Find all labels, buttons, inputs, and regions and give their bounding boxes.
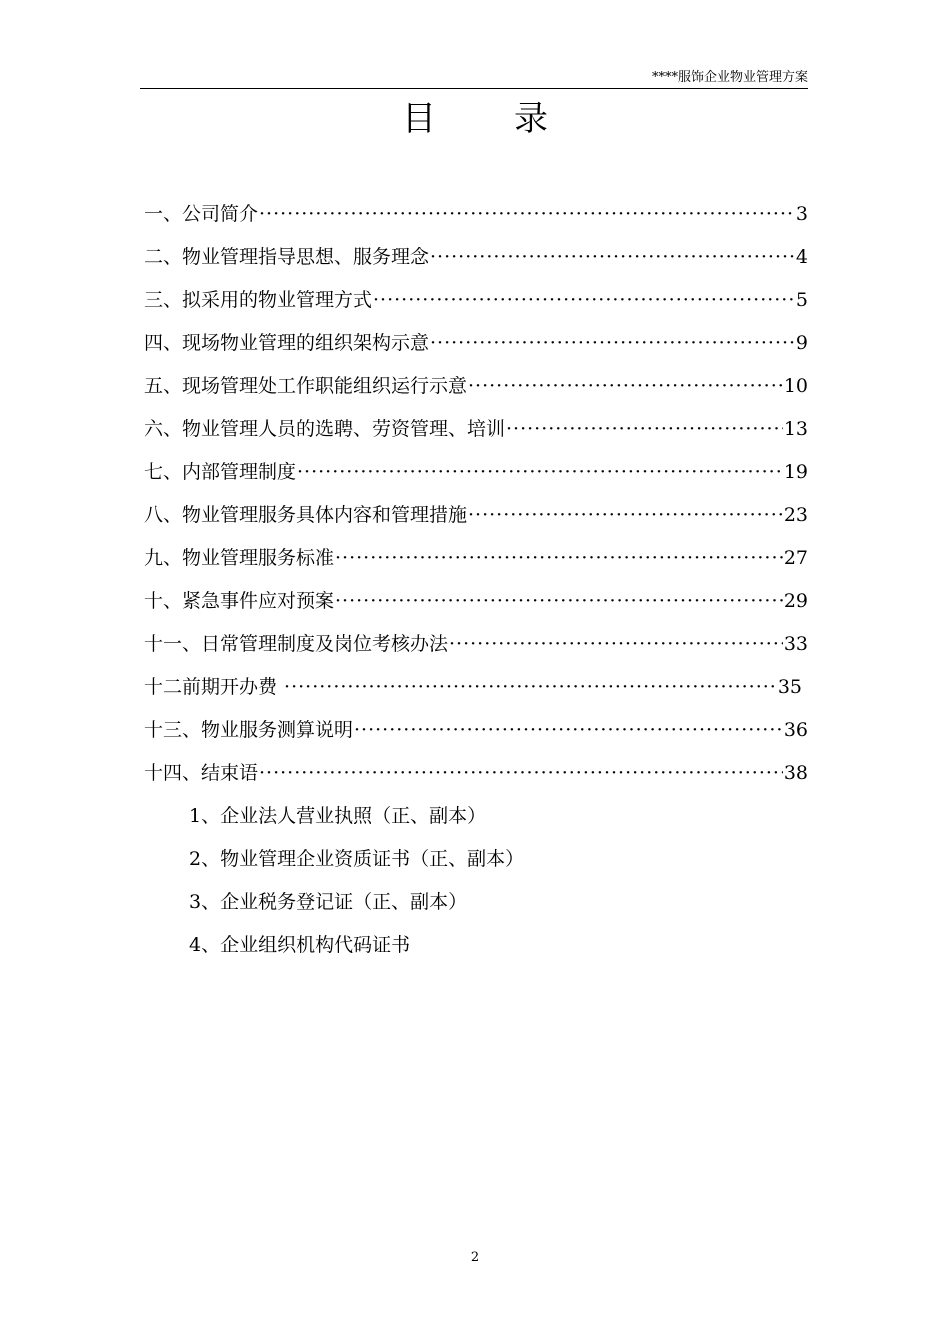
toc-entry-cost-estimate[interactable] bbox=[144, 715, 808, 758]
toc-entry-conclusion[interactable] bbox=[144, 758, 808, 801]
attachment-business-license[interactable]: 1、企业法人营业执照（正、副本） bbox=[189, 805, 487, 827]
toc-entry-page: 9 bbox=[795, 332, 808, 354]
toc-entry-management-method[interactable] bbox=[144, 285, 808, 328]
toc-entry-service-standards[interactable] bbox=[144, 543, 808, 586]
toc-entry-page: 29 bbox=[783, 590, 808, 612]
toc-entry-startup-costs[interactable] bbox=[144, 672, 808, 715]
running-header: ****服饰企业物业管理方案 bbox=[651, 70, 808, 85]
page-number: 2 bbox=[470, 1250, 480, 1265]
toc-entry-page: 33 bbox=[783, 633, 808, 655]
toc-entry-staffing-training[interactable] bbox=[144, 414, 808, 457]
toc-entry-page: 3 bbox=[795, 203, 808, 225]
dot-leader bbox=[354, 715, 783, 745]
dot-leader bbox=[335, 586, 783, 616]
toc-entry-page: 4 bbox=[795, 246, 808, 268]
dot-leader bbox=[297, 457, 783, 487]
toc-entry-page: 38 bbox=[783, 762, 808, 784]
toc-entry-label: 四、现场物业管理的组织架构示意 bbox=[144, 332, 430, 354]
toc-entry-emergency-plan[interactable] bbox=[144, 586, 808, 629]
toc-entry-label: 五、现场管理处工作职能组织运行示意 bbox=[144, 375, 468, 397]
toc-entry-internal-rules[interactable] bbox=[144, 457, 808, 500]
toc-entry-page: 35 bbox=[777, 676, 802, 698]
toc-entry-company-profile[interactable] bbox=[144, 199, 808, 242]
toc-title-char-2: 录 bbox=[514, 99, 548, 139]
toc-entry-label: 六、物业管理人员的选聘、劳资管理、培训 bbox=[144, 418, 506, 440]
toc-title bbox=[0, 96, 950, 142]
toc-entry-label: 一、公司简介 bbox=[144, 203, 259, 225]
dot-leader bbox=[468, 500, 783, 530]
toc-entry-page: 19 bbox=[783, 461, 808, 483]
toc-entry-daily-rules[interactable] bbox=[144, 629, 808, 672]
toc-entry-label: 八、物业管理服务具体内容和管理措施 bbox=[144, 504, 468, 526]
dot-leader bbox=[430, 328, 795, 358]
dot-leader bbox=[430, 242, 795, 272]
toc-entry-label: 十一、日常管理制度及岗位考核办法 bbox=[144, 633, 449, 655]
dot-leader bbox=[259, 199, 795, 229]
toc-title-char-1: 目 bbox=[402, 99, 436, 139]
toc-entry-page: 23 bbox=[783, 504, 808, 526]
toc-entry-org-structure[interactable] bbox=[144, 328, 808, 371]
toc-entry-page: 36 bbox=[783, 719, 808, 741]
toc-entry-page: 27 bbox=[783, 547, 808, 569]
toc-entry-office-functions[interactable] bbox=[144, 371, 808, 414]
dot-leader bbox=[259, 758, 783, 788]
toc-entry-label: 十、紧急事件应对预案 bbox=[144, 590, 335, 612]
toc-entry-page: 10 bbox=[783, 375, 808, 397]
toc-entry-label: 十四、结束语 bbox=[144, 762, 259, 784]
dot-leader bbox=[468, 371, 783, 401]
toc-entry-label: 三、拟采用的物业管理方式 bbox=[144, 289, 373, 311]
attachment-organization-code[interactable]: 4、企业组织机构代码证书 bbox=[189, 934, 411, 956]
toc-entry-guiding-philosophy[interactable] bbox=[144, 242, 808, 285]
toc-entry-label: 七、内部管理制度 bbox=[144, 461, 297, 483]
dot-leader bbox=[284, 672, 777, 702]
toc-entry-label: 九、物业管理服务标准 bbox=[144, 547, 335, 569]
header-rule bbox=[140, 88, 808, 89]
dot-leader bbox=[506, 414, 783, 444]
dot-leader bbox=[335, 543, 783, 573]
attachment-list bbox=[189, 801, 524, 973]
dot-leader bbox=[449, 629, 783, 659]
toc-entry-label: 二、物业管理指导思想、服务理念 bbox=[144, 246, 430, 268]
attachment-tax-registration[interactable]: 3、企业税务登记证（正、副本） bbox=[189, 891, 468, 913]
toc-entry-service-content[interactable] bbox=[144, 500, 808, 543]
toc-entry-label: 十二前期开办费 bbox=[144, 676, 284, 698]
toc-entry-page: 5 bbox=[795, 289, 808, 311]
toc-list bbox=[144, 199, 808, 801]
dot-leader bbox=[373, 285, 795, 315]
attachment-qualification-certificate[interactable]: 2、物业管理企业资质证书（正、副本） bbox=[189, 848, 525, 870]
toc-entry-label: 十三、物业服务测算说明 bbox=[144, 719, 354, 741]
toc-entry-page: 13 bbox=[783, 418, 808, 440]
